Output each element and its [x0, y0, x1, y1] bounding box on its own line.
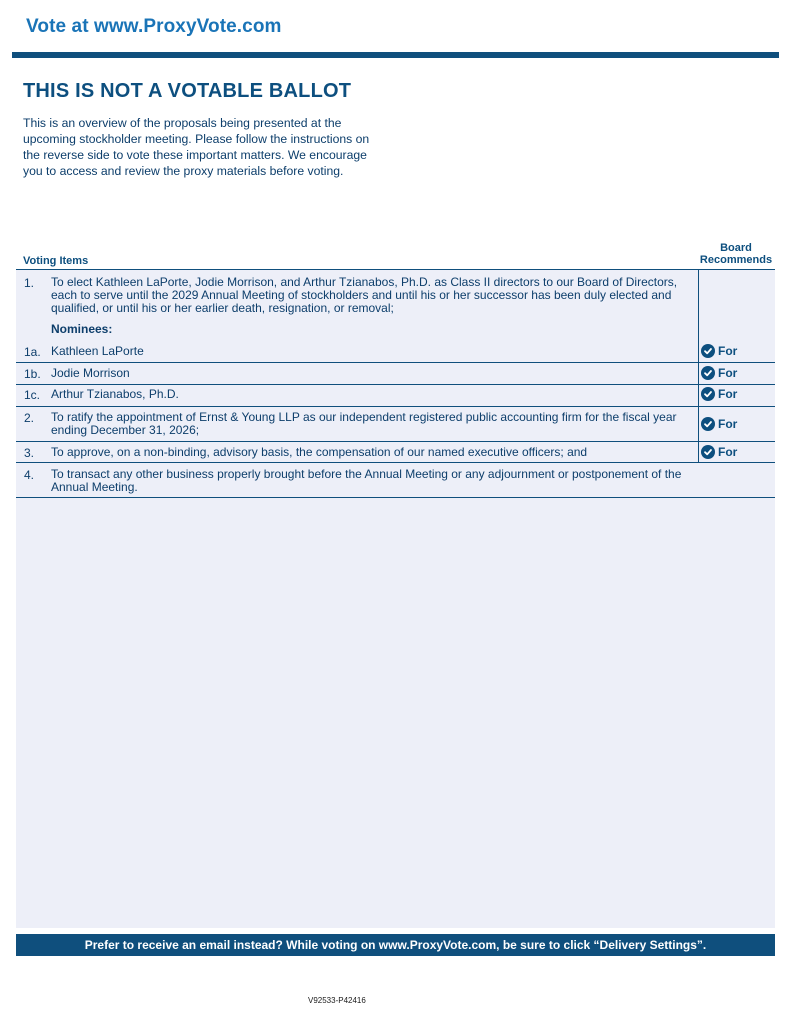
header-divider [12, 52, 779, 58]
board-recommendation [701, 344, 737, 358]
board-recommends-header [694, 242, 778, 266]
item-text: Kathleen LaPorte [51, 344, 144, 358]
header-title: Vote at www.ProxyVote.com [26, 16, 282, 37]
table-row-item-1 [16, 270, 775, 363]
item-text: Arthur Tzianabos, Ph.D. [51, 387, 179, 401]
check-circle-icon [701, 366, 715, 380]
nominees-label: Nominees: [51, 322, 113, 336]
recommendation-label: For [718, 366, 738, 380]
voting-items-header: Voting Items [23, 255, 89, 267]
item-number: 1b. [24, 367, 41, 381]
recommendation-label: For [718, 445, 738, 459]
recommendation-label: For [718, 417, 738, 431]
item-number: 1. [24, 276, 35, 290]
board-recommendation [701, 445, 737, 459]
item-text: To approve, on a non-binding, advisory basis, the compensation of our named executive officers; and [51, 445, 588, 459]
check-circle-icon [701, 344, 715, 358]
table-row-item-3 [16, 442, 775, 463]
check-circle-icon [701, 445, 715, 459]
item-text: To transact any other business properly brought before the Annual Meeting or any adjournment or postponement of the Annual Meeting. [51, 467, 682, 494]
table-row-item-4 [16, 463, 775, 498]
item-number: 1c. [24, 388, 41, 402]
check-circle-icon [701, 387, 715, 401]
delivery-settings-banner: Prefer to receive an email instead? While voting on www.ProxyVote.com, be sure to click “Delivery Settings”. [16, 934, 775, 956]
table-row-item-1b [16, 363, 775, 385]
document-code: V92533-P42416 [308, 996, 366, 1005]
board-recommendation [701, 417, 737, 431]
item-number: 2. [24, 411, 35, 425]
check-circle-icon [701, 417, 715, 431]
board-recommends-header-line1: Board [720, 242, 752, 254]
table-row-item-2 [16, 407, 775, 442]
item-number: 4. [24, 468, 35, 482]
intro-text: This is an overview of the proposals being presented at the upcoming stockholder meeting. Please follow the instructions on the reverse side to vote these important matters. We encourage you to access and review the proxy materials before voting. [23, 116, 370, 178]
item-number: 1a. [24, 345, 41, 359]
recommendation-label: For [718, 344, 738, 358]
board-recommendation [701, 366, 737, 380]
page-title: THIS IS NOT A VOTABLE BALLOT [23, 80, 352, 102]
item-text: Jodie Morrison [51, 366, 130, 380]
item-number: 3. [24, 446, 35, 460]
table-row-item-1c [16, 385, 775, 407]
item-text: To ratify the appointment of Ernst & Young LLP as our independent registered public accounting firm for the fiscal year ending December 31, 2026; [51, 410, 677, 437]
recommendation-label: For [718, 387, 738, 401]
board-recommends-header-line2: Recommends [699, 254, 773, 266]
board-recommendation [701, 387, 737, 401]
item-text: To elect Kathleen LaPorte, Jodie Morrison, and Arthur Tzianabos, Ph.D. as Class II directors to our Board of Directors, each to serve until the 2029 Annual Meeting of stockholders and until his or her successor has been duly elected and qualified, or until his or her earlier death, resignation, or removal; [51, 275, 678, 315]
